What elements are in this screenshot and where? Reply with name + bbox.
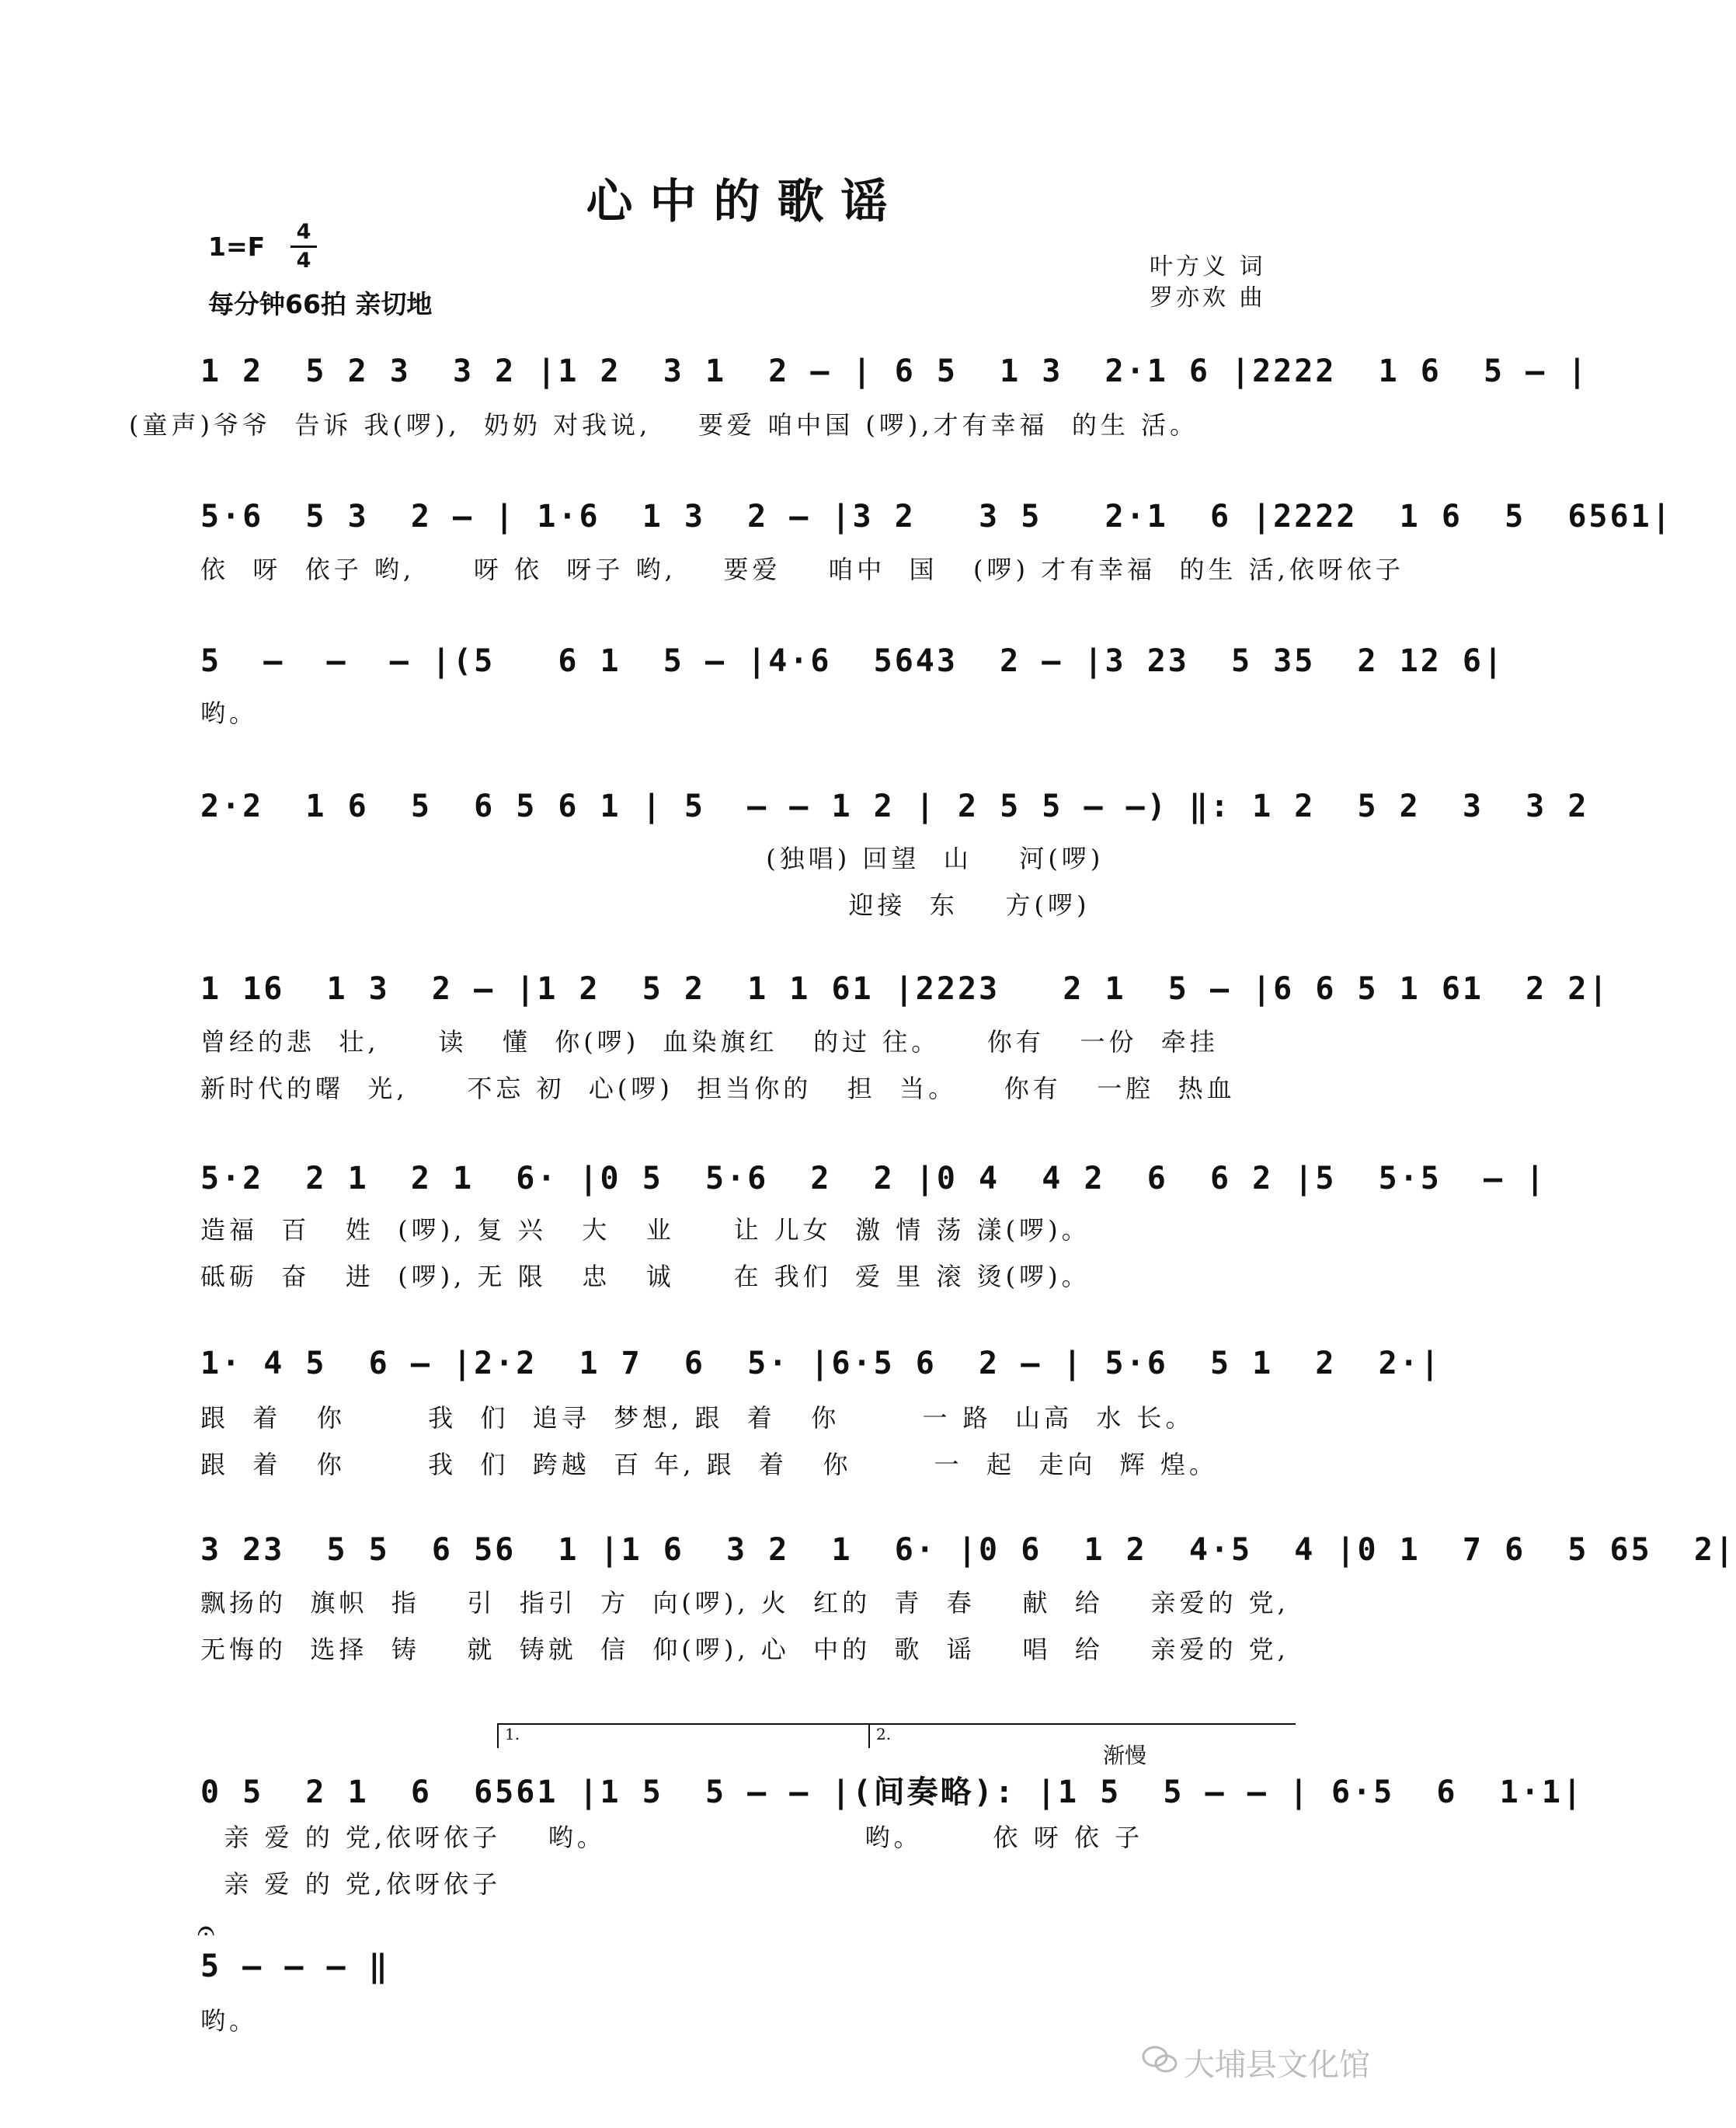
notation-row-7: 1· 4 5 6 — |2·2 1 7 6 5· |6·5 6 2 — | 5·6 5 1 2 2·|	[200, 1346, 1442, 1381]
lyric-row-4b: 迎接 东 方(啰)	[200, 890, 1091, 920]
lyric-row-1: (童声)爷爷 告诉 我(啰), 奶奶 对我说, 要爱 咱中国 (啰),才有幸福 的生 活。	[129, 410, 1199, 440]
notation-row-3: 5 — — — |(5 6 1 5 — |4·6 5643 2 — |3 23 5 35 2 12 6|	[200, 643, 1505, 679]
lyric-row-6b: 砥砺 奋 进 (啰), 无 限 忠 诚 在 我们 爱 里 滚 烫(啰)。	[200, 1262, 1091, 1291]
lyricist-credit: 叶方义 词	[1150, 253, 1266, 280]
lyric-row-7a: 跟 着 你 我 们 追寻 梦想, 跟 着 你 一 路 山高 水 长。	[200, 1403, 1195, 1433]
notation-row-10: 5 — — — ‖	[200, 1949, 390, 1984]
notation-row-8: 3 23 5 5 6 56 1 |1 6 3 2 1 6· |0 6 1 2 4·5 4 |0 1 7 6 5 65 2|	[200, 1532, 1736, 1568]
time-signature	[290, 220, 317, 273]
lyric-row-9a: 亲 爱 的 党,依呀依子 哟。 哟。 依 呀 依 子	[200, 1823, 1144, 1852]
notation-row-1: 1 2 5 2 3 3 2 |1 2 3 1 2 — | 6 5 1 3 2·1 6 |2222 1 6 5 — |	[200, 354, 1589, 389]
lyric-row-5a: 曾经的悲 壮, 读 懂 你(啰) 血染旗红 的过 往。 你有 一份 牵挂	[200, 1027, 1219, 1057]
time-signature-bar	[290, 246, 317, 248]
notation-row-4: 2·2 1 6 5 6 5 6 1 | 5 — — 1 2 | 2 5 5 — —) ‖: 1 2 5 2 3 3 2	[200, 789, 1589, 824]
lyric-row-7b: 跟 着 你 我 们 跨越 百 年, 跟 着 你 一 起 走向 辉 煌。	[200, 1450, 1218, 1479]
wechat-icon	[1142, 2045, 1178, 2074]
lyric-row-10: 哟。	[200, 2006, 259, 2036]
lyric-row-2: 依 呀 依子 哟, 呀 依 呀子 哟, 要爱 咱中 国 (啰) 才有幸福 的生 活,依呀依子	[200, 555, 1404, 584]
lyric-row-5b: 新时代的曙 光, 不忘 初 心(啰) 担当你的 担 当。 你有 一腔 热血	[200, 1074, 1236, 1103]
fermata-icon: 𝄐	[197, 1913, 215, 1949]
lyric-row-4a: (独唱) 回望 山 河(啰)	[200, 844, 1105, 873]
second-ending-bracket: 2.	[868, 1723, 1296, 1748]
composer-credit: 罗亦欢 曲	[1150, 284, 1266, 312]
lyric-row-8b: 无悔的 选择 铸 就 铸就 信 仰(啰), 心 中的 歌 谣 唱 给 亲爱的 党,	[200, 1635, 1289, 1664]
notation-row-2: 5·6 5 3 2 — | 1·6 1 3 2 — |3 2 3 5 2·1 6 |2222 1 6 5 6561|	[200, 499, 1673, 535]
song-title: 心中的歌谣	[586, 175, 905, 229]
ritardando-mark: 渐慢	[1103, 1743, 1147, 1768]
tempo-marking: 每分钟66拍 亲切地	[208, 289, 433, 319]
time-signature-top: 4	[296, 220, 311, 244]
notation-row-6: 5·2 2 1 2 1 6· |0 5 5·6 2 2 |0 4 4 2 6 6 2 |5 5·5 — |	[200, 1161, 1547, 1196]
lyric-row-8a: 飘扬的 旗帜 指 引 指引 方 向(啰), 火 红的 青 春 献 给 亲爱的 党,	[200, 1588, 1289, 1618]
lyric-row-6a: 造福 百 姓 (啰), 复 兴 大 业 让 儿女 激 情 荡 漾(啰)。	[200, 1215, 1091, 1245]
key-signature: 1=F	[208, 232, 266, 262]
notation-row-5: 1 16 1 3 2 — |1 2 5 2 1 1 61 |2223 2 1 5 — |6 6 5 1 61 2 2|	[200, 971, 1610, 1007]
notation-row-9: 0 5 2 1 6 6561 |1 5 5 — — |(间奏略): |1 5 5 — — | 6·5 6 1·1|	[200, 1774, 1585, 1810]
watermark-text: 大埔县文化馆	[1184, 2047, 1370, 2083]
lyric-row-9b: 亲 爱 的 党,依呀依子	[200, 1869, 502, 1899]
lyric-row-3: 哟。	[200, 698, 259, 728]
first-ending-bracket: 1.	[497, 1723, 870, 1748]
time-signature-bottom: 4	[296, 249, 311, 273]
